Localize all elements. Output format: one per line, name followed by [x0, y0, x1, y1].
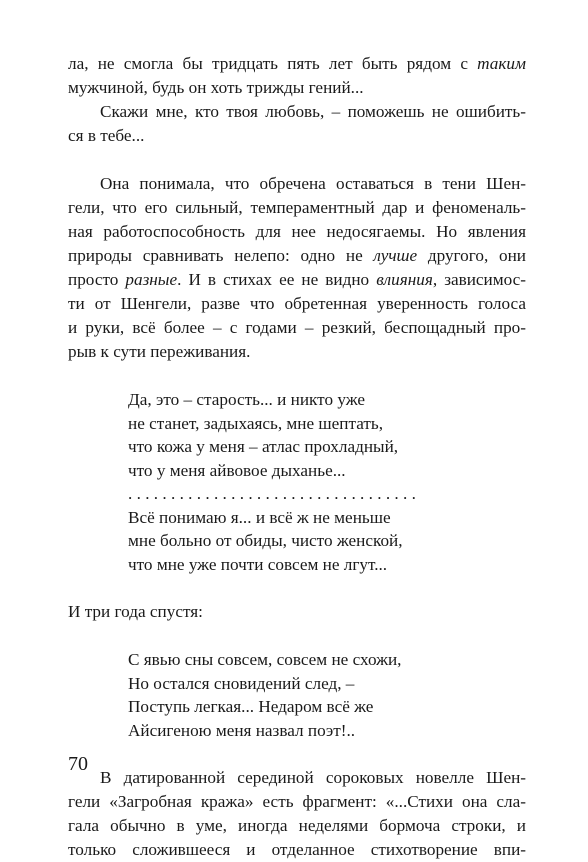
text-line — [68, 838, 526, 862]
blank-line — [68, 742, 526, 766]
text-run: ти от Шенгели, разве что обретенная уверенность голоса — [68, 294, 526, 313]
paragraph-2 — [68, 100, 526, 148]
poem-line: Айсигеною меня назвал поэт!.. — [128, 720, 356, 740]
italic-run: влияния — [376, 270, 433, 289]
poem-line: Да, это – старость... и никто уже — [128, 390, 365, 409]
text-run: гели, что его сильный, темпераментный дар и феноменаль- — [68, 198, 526, 217]
text-run: гала обычно в уме, иногда неделями бормоча строки, и — [68, 816, 526, 835]
paragraph-3 — [68, 172, 526, 364]
paragraph-1 — [68, 52, 526, 100]
poem-line: не станет, задыхаясь, мне шептать, — [128, 413, 384, 433]
italic-run: разные — [125, 270, 178, 289]
text-run: ла, не смогла бы тридцать пять лет быть рядом с — [68, 54, 478, 73]
poem-line: Но остался сновидений след, – — [128, 673, 355, 693]
text-line — [68, 268, 526, 292]
text-run: другого, они — [417, 246, 526, 265]
text-run: природы сравнивать нелепо: одно не — [68, 246, 374, 265]
text-line — [68, 172, 526, 196]
text-line — [68, 316, 526, 340]
paragraph-5 — [68, 766, 526, 862]
text-run: просто — [68, 270, 126, 289]
text-line — [68, 790, 526, 814]
poem-line: С явью сны совсем, совсем не схожи, — [128, 650, 402, 669]
text-line — [68, 814, 526, 838]
text-run: , зависимос- — [432, 270, 527, 289]
text-line — [68, 100, 526, 124]
poem-line: мне больно от обиды, чисто женской, — [128, 531, 403, 550]
text-line — [68, 124, 526, 148]
blank-line — [68, 364, 526, 388]
text-line — [68, 52, 526, 76]
text-line — [68, 76, 526, 100]
page-text — [68, 52, 526, 862]
italic-run: лучше — [373, 246, 418, 265]
poem-line: Всё понимаю я... и всё ж не меньше — [128, 507, 391, 527]
poem-stanza-1 — [68, 388, 526, 576]
poem-line: . . . . . . . . . . . . . . . . . . . . . . . . . . . . . . . . . . — [128, 484, 416, 503]
text-line — [68, 292, 526, 316]
blank-line — [68, 148, 526, 172]
text-run: гели «Загробная кража» есть фрагмент: «...Стихи она сла- — [68, 792, 526, 811]
poem-stanza-2 — [68, 648, 526, 742]
text-run: ная работоспособность для нее недосягаемы. Но явления — [68, 222, 526, 241]
text-line — [68, 196, 526, 220]
blank-line — [68, 624, 526, 648]
text-line — [68, 766, 526, 790]
text-run: В датированной серединой сороковых новелле Шен- — [100, 768, 526, 787]
text-run: только сложившееся и отделанное стихотворение впи- — [68, 840, 526, 859]
poem-line: что кожа у меня – атлас прохладный, — [128, 437, 399, 456]
blank-line — [68, 576, 526, 600]
text-run: . И в стихах ее не видно — [177, 270, 377, 289]
text-run: и руки, всё более – с годами – резкий, беспощадный про- — [68, 318, 526, 337]
italic-run: таким — [477, 54, 526, 73]
poem-line: Поступь легкая... Недаром всё же — [128, 697, 374, 716]
poem-line: что мне уже почти совсем не лгут... — [128, 554, 388, 574]
text-line — [68, 340, 526, 364]
poem-line: что у меня айвовое дыханье... — [128, 460, 346, 480]
text-line — [68, 244, 526, 268]
text-run: мужчиной, будь он хоть трижды гений... — [68, 78, 364, 97]
paragraph-4: И три года спустя: — [68, 602, 203, 621]
text-run: ся в тебе... — [68, 126, 145, 145]
text-run: рыв к сути переживания. — [68, 342, 251, 361]
text-run: Скажи мне, кто твоя любовь, – поможешь не ошибить- — [100, 102, 526, 121]
text-run: Она понимала, что обречена оставаться в тени Шен- — [100, 174, 526, 193]
text-line — [68, 220, 526, 244]
page-number: 70 — [68, 753, 88, 775]
